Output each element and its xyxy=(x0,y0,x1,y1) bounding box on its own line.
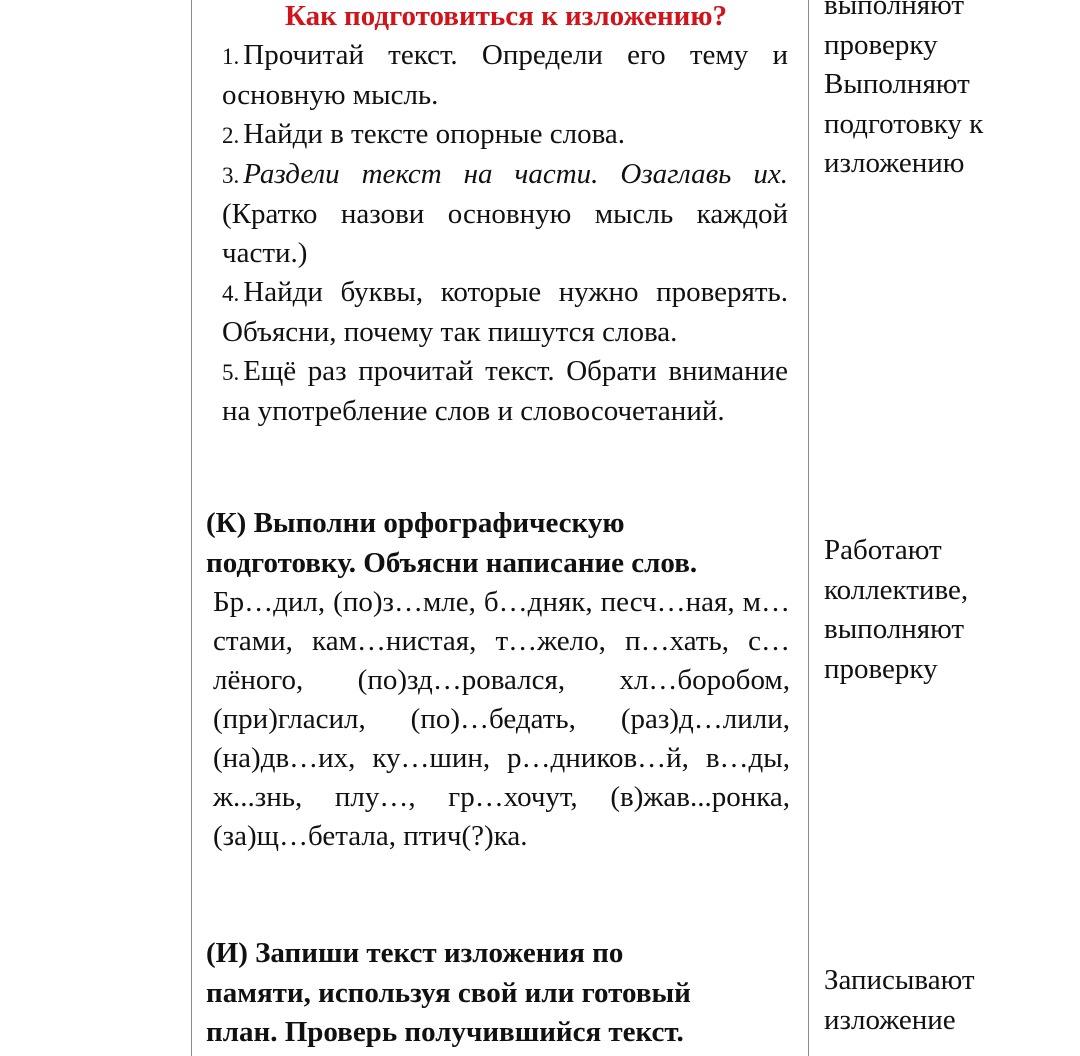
step-2 xyxy=(222,115,788,155)
step-italic-text: Раздели текст на части. Озаглавь их. xyxy=(243,158,788,190)
task-i-line-2: памяти, используя свой или готовый xyxy=(206,976,691,1009)
step-text: Прочитай текст. Определи его тему и основную мысль. xyxy=(222,39,788,111)
step-text: (Кратко назови основную мысль каждой части.) xyxy=(222,198,788,269)
table-border-left xyxy=(191,0,192,1056)
step-number: 3. xyxy=(222,163,240,188)
task-i-line-1: (И) Запиши текст изложения по xyxy=(206,937,624,969)
step-number: 5. xyxy=(222,360,240,385)
spelling-words: Бр…дил, (по)з…мле, б…дняк, песч…ная, м…стами, кам…нистая, т…жело, п…хать, с…лёного, (по)зд…ровался, хл…боробом, (при)гласил, (по)…бедать, (раз)д…лили, (на)дв…их, ку…шин, р…дников…й, в…ды, ж...знь, плу…, гр…хочут, (в)жав...ронка, (за)щ…бетала, птич(?)ка. xyxy=(213,586,790,852)
task-i-line-3: план. Проверь получившийся текст. xyxy=(206,1016,684,1048)
task-k xyxy=(206,504,796,583)
step-number: 4. xyxy=(222,281,240,306)
activity-line: выполняют xyxy=(824,613,965,645)
activity-block-1 xyxy=(824,0,1074,184)
activity-line: выполняют xyxy=(824,0,965,21)
task-i xyxy=(206,934,796,1053)
activity-line: подготовку к xyxy=(824,107,984,140)
activity-line: коллективе, xyxy=(824,573,969,606)
activity-line: изложение xyxy=(824,1003,956,1036)
step-text: Найди буквы, которые нужно проверять. Объясни, почему так пишутся слова. xyxy=(222,276,788,348)
activity-block-3 xyxy=(824,961,1074,1040)
step-number: 2. xyxy=(222,123,240,148)
activity-line: изложению xyxy=(824,147,965,179)
step-text: Найди в тексте опорные слова. xyxy=(243,118,626,150)
table-border-middle xyxy=(808,0,809,1056)
step-5 xyxy=(222,352,788,431)
step-text: Ещё раз прочитай текст. Обрати внимание на употребление слов и словосочетаний. xyxy=(222,355,788,427)
activity-line: Выполняют xyxy=(824,68,970,100)
activity-line: Записывают xyxy=(824,964,975,996)
step-number: 1. xyxy=(222,44,240,69)
section-heading: Как подготовиться к изложению? xyxy=(284,0,728,32)
activity-line: проверку xyxy=(824,652,938,685)
preparation-steps xyxy=(222,36,788,431)
task-k-line-2: подготовку. Объясни написание слов. xyxy=(206,546,698,579)
activity-line: проверку xyxy=(824,28,938,61)
task-k-line-1: (К) Выполни орфографическую xyxy=(206,507,625,539)
step-4 xyxy=(222,273,788,352)
activity-line: Работают xyxy=(824,534,942,566)
activity-block-2 xyxy=(824,531,1074,689)
step-1 xyxy=(222,36,788,115)
step-3 xyxy=(222,155,788,273)
